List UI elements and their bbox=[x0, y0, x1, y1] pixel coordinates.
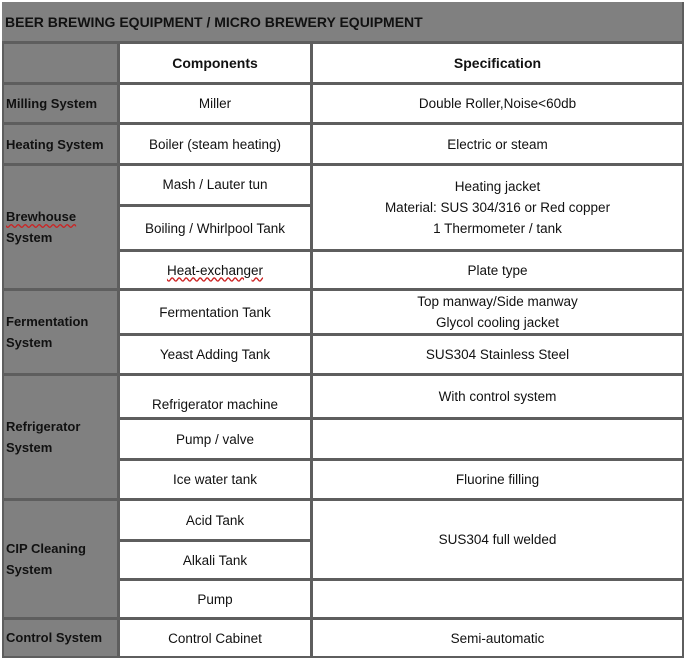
spec-brewhouse-line3: 1 Thermometer / tank bbox=[433, 221, 562, 236]
system-cell-control bbox=[4, 620, 117, 656]
header-blank-cell bbox=[4, 44, 117, 82]
spec-brewhouse-line1: Heating jacket bbox=[454, 179, 541, 194]
component-label-mash-tun: Mash / Lauter tun bbox=[162, 177, 268, 192]
component-cell-yeast-tank: Yeast Adding Tank bbox=[120, 336, 310, 373]
component-cell-acid-tank: Acid Tank bbox=[120, 501, 310, 539]
system-label-control: Control System bbox=[6, 630, 103, 645]
spec-cell-miller: Double Roller,Noise<60db bbox=[313, 85, 682, 122]
system-label-fermentation-line1: Fermentation bbox=[6, 314, 89, 329]
system-label-brewhouse-line2: System bbox=[6, 230, 53, 245]
component-cell-mash-tun bbox=[120, 166, 310, 204]
spec-cell-pump bbox=[313, 581, 682, 617]
header-components: Components bbox=[120, 44, 310, 82]
system-label-milling: Milling System bbox=[6, 96, 98, 111]
component-cell-ice-water-tank: Ice water tank bbox=[120, 461, 310, 498]
system-cell-cip bbox=[4, 501, 117, 617]
system-cell-fermentation bbox=[4, 291, 117, 373]
spec-brewhouse-line2: Material: SUS 304/316 or Red copper bbox=[384, 200, 611, 215]
component-cell-boiling-tank: Boiling / Whirlpool Tank bbox=[120, 207, 310, 249]
component-cell-alkali-tank: Alkali Tank bbox=[120, 542, 310, 578]
table-title: BEER BREWING EQUIPMENT / MICRO BREWERY EQUIPMENT bbox=[5, 13, 423, 30]
system-label-cip-line2: System bbox=[6, 562, 53, 577]
component-cell-miller: Miller bbox=[120, 85, 310, 122]
spec-cell-boiler: Electric or steam bbox=[313, 125, 682, 163]
system-label-brewhouse-line1: Brewhouse bbox=[6, 209, 77, 224]
component-cell-heat-exchanger bbox=[120, 252, 310, 288]
spec-cell-heat-exchanger: Plate type bbox=[313, 252, 682, 288]
system-cell-refrigerator bbox=[4, 376, 117, 498]
spec-fermentation-text bbox=[417, 291, 578, 333]
component-cell-boiler: Boiler (steam heating) bbox=[120, 125, 310, 163]
system-label-fermentation-line2: System bbox=[6, 335, 53, 350]
spec-cell-brewhouse bbox=[313, 166, 682, 249]
component-label-heat-exchanger: Heat-exchanger bbox=[166, 262, 264, 278]
spec-brewhouse-text bbox=[385, 176, 610, 239]
spec-cell-ice-water-tank: Fluorine filling bbox=[313, 461, 682, 498]
spec-cell-yeast-tank: SUS304 Stainless Steel bbox=[313, 336, 682, 373]
component-cell-fermentation-tank: Fermentation Tank bbox=[120, 291, 310, 333]
spec-fermentation-line1: Top manway/Side manway bbox=[417, 294, 578, 309]
system-label-cip-line1: CIP Cleaning bbox=[6, 541, 86, 556]
system-label-heating: Heating System bbox=[6, 137, 104, 152]
system-cell-milling bbox=[4, 85, 117, 122]
system-label-refrigerator-line1: Refrigerator bbox=[6, 419, 81, 434]
system-cell-heating bbox=[4, 125, 117, 163]
spec-fermentation-line2: Glycol cooling jacket bbox=[435, 315, 560, 330]
system-label-refrigerator bbox=[6, 416, 80, 458]
header-specification: Specification bbox=[313, 44, 682, 82]
system-cell-brewhouse bbox=[4, 166, 117, 288]
system-label-cip bbox=[6, 538, 86, 580]
table-title-bar bbox=[2, 2, 682, 41]
spec-cell-cip: SUS304 full welded bbox=[313, 501, 682, 578]
spec-cell-fermentation bbox=[313, 291, 682, 333]
component-cell-pump: Pump bbox=[120, 581, 310, 617]
component-cell-control-cabinet: Control Cabinet bbox=[120, 620, 310, 656]
spec-cell-pump-valve bbox=[313, 420, 682, 458]
system-label-brewhouse bbox=[6, 206, 76, 248]
spec-cell-refrigerator: With control system bbox=[313, 376, 682, 417]
system-label-fermentation bbox=[6, 311, 88, 353]
component-cell-pump-valve: Pump / valve bbox=[120, 420, 310, 458]
system-label-refrigerator-line2: System bbox=[6, 440, 53, 455]
component-cell-refrigerator-machine: Refrigerator machine bbox=[120, 376, 310, 417]
spec-cell-control: Semi-automatic bbox=[313, 620, 682, 656]
